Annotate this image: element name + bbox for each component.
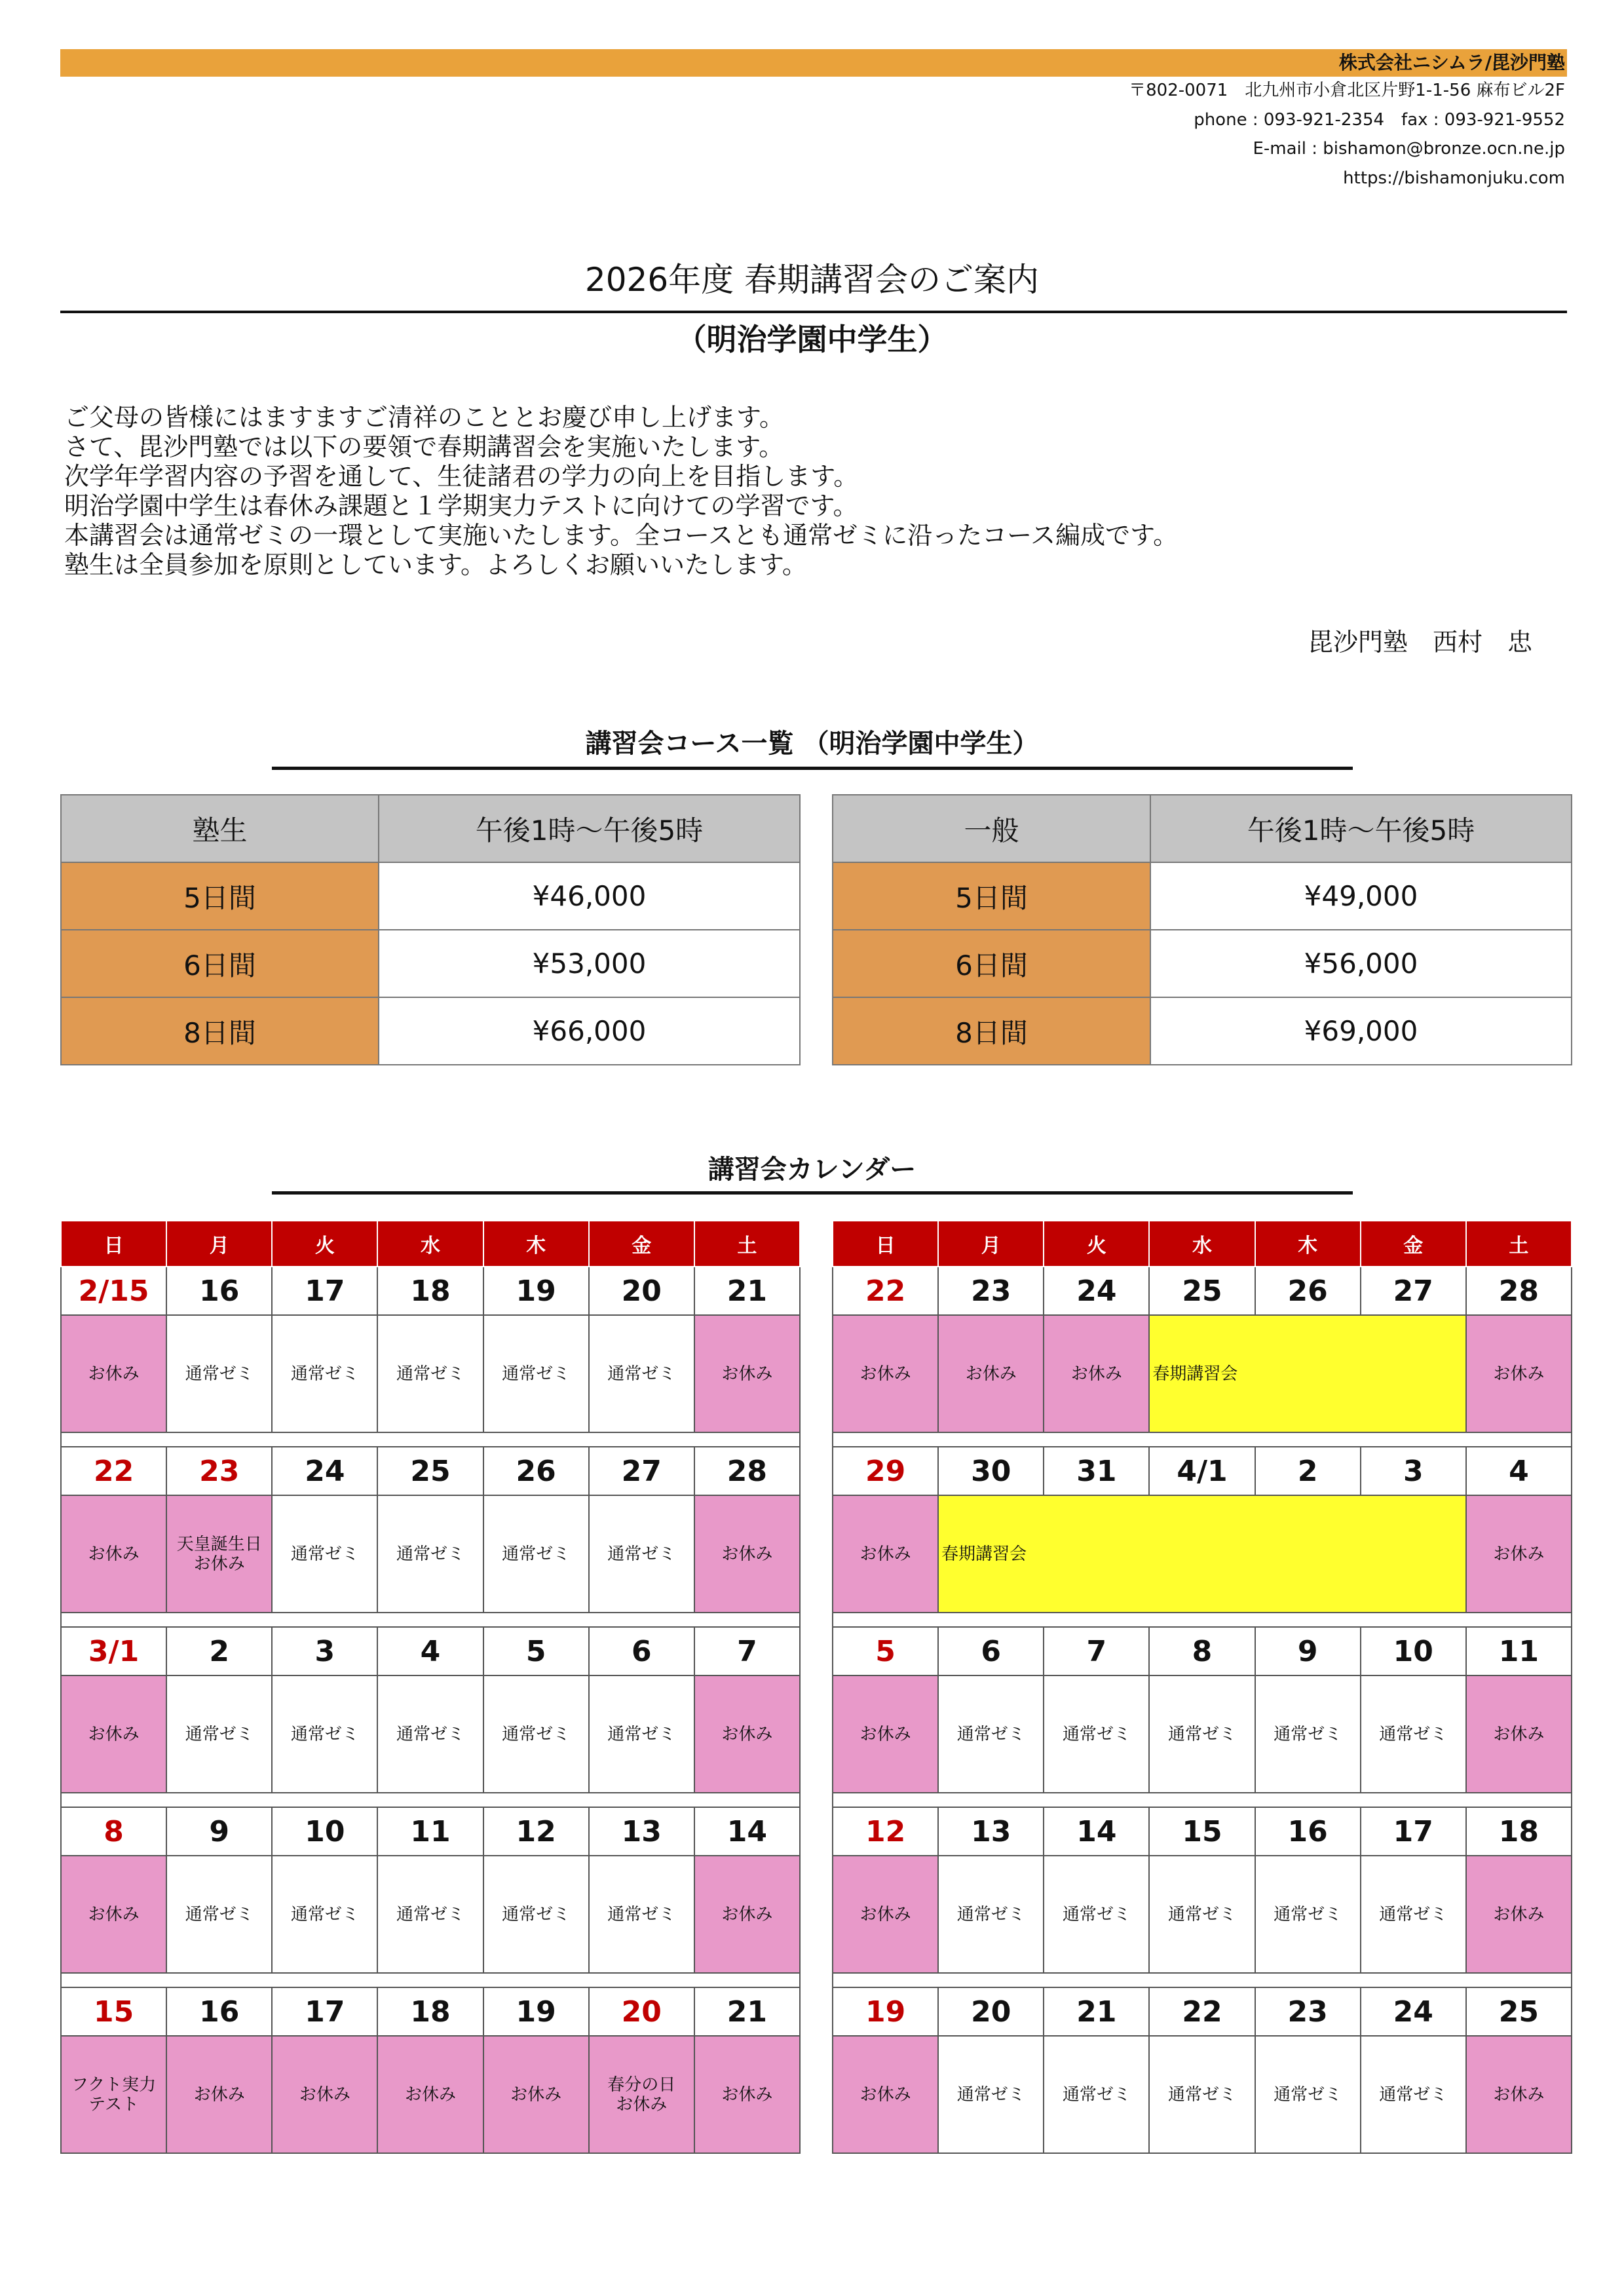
weekday-header: 月	[938, 1221, 1044, 1267]
week-spacer	[589, 1793, 694, 1807]
calendar-date: 13	[938, 1807, 1044, 1856]
calendar-date: 10	[272, 1807, 377, 1856]
calendar-event: 通常ゼミ	[1149, 2036, 1255, 2153]
calendar-course-span	[1255, 1315, 1361, 1432]
week-spacer	[833, 1613, 938, 1627]
calendar-date: 26	[483, 1447, 589, 1495]
calendar-date: 9	[166, 1807, 272, 1856]
calendar-date: 18	[377, 1987, 483, 2036]
week-spacer	[166, 1432, 272, 1447]
week-spacer	[61, 1432, 166, 1447]
calendar-event: お休み	[1466, 2036, 1572, 2153]
week-spacer	[1149, 1432, 1255, 1447]
calendar-event: 通常ゼミ	[166, 1856, 272, 1973]
general-price-table	[832, 794, 1572, 1065]
calendar-event: フクト実力 テスト	[61, 2036, 166, 2153]
week-spacer	[1149, 1613, 1255, 1627]
calendar-event: 通常ゼミ	[377, 1675, 483, 1793]
weekday-header: 月	[166, 1221, 272, 1267]
week-spacer	[589, 1432, 694, 1447]
calendar-date: 26	[1255, 1267, 1361, 1315]
company-url[interactable]: https://bishamonjuku.com	[1343, 168, 1565, 188]
calendar-event: 通常ゼミ	[166, 1675, 272, 1793]
calendar-course-span	[1044, 1495, 1149, 1613]
week-spacer	[1361, 1973, 1466, 1987]
week-spacer	[1255, 1973, 1361, 1987]
calendar-event: 通常ゼミ	[272, 1856, 377, 1973]
week-spacer	[272, 1613, 377, 1627]
calendar-date: 24	[1361, 1987, 1466, 2036]
weekday-header: 金	[1361, 1221, 1466, 1267]
calendar-event: 通常ゼミ	[377, 1315, 483, 1432]
weekday-header: 日	[833, 1221, 938, 1267]
calendar-event: お休み	[833, 1675, 938, 1793]
week-spacer	[272, 1973, 377, 1987]
calendar-event: お休み	[694, 1675, 800, 1793]
weekday-header: 土	[1466, 1221, 1572, 1267]
calendar-date: 14	[694, 1807, 800, 1856]
week-spacer	[833, 1973, 938, 1987]
week-spacer	[938, 1793, 1044, 1807]
calendar-date: 12	[483, 1807, 589, 1856]
intro-line: ご父母の皆様にはますますご清祥のこととお慶び申し上げます。	[64, 403, 784, 432]
calendar-date: 17	[272, 1267, 377, 1315]
course-list-divider	[272, 767, 1353, 770]
calendar-date: 21	[694, 1987, 800, 2036]
calendar-event: 通常ゼミ	[1044, 1856, 1149, 1973]
calendar-event: お休み	[694, 1495, 800, 1613]
calendar-date: 21	[1044, 1987, 1149, 2036]
member-duration: 5日間	[61, 862, 379, 930]
general-duration: 8日間	[833, 997, 1150, 1065]
calendar-date: 4	[1466, 1447, 1572, 1495]
week-spacer	[694, 1613, 800, 1627]
week-spacer	[483, 1973, 589, 1987]
calendar-date: 3	[272, 1627, 377, 1675]
calendar-course-span	[1255, 1495, 1361, 1613]
calendar-event: 通常ゼミ	[377, 1856, 483, 1973]
calendar-event: 通常ゼミ	[1044, 1675, 1149, 1793]
calendar-event: 通常ゼミ	[483, 1495, 589, 1613]
calendar-date: 5	[833, 1627, 938, 1675]
calendar-date: 8	[1149, 1627, 1255, 1675]
week-spacer	[1255, 1793, 1361, 1807]
week-spacer	[1361, 1793, 1466, 1807]
calendar-event: 通常ゼミ	[1149, 1675, 1255, 1793]
calendar-right	[832, 1220, 1572, 2154]
week-spacer	[377, 1973, 483, 1987]
calendar-event: お休み	[377, 2036, 483, 2153]
calendar-date: 19	[483, 1987, 589, 2036]
calendar-date: 23	[938, 1267, 1044, 1315]
weekday-header: 木	[483, 1221, 589, 1267]
general-header-time: 午後1時～午後5時	[1150, 795, 1572, 862]
calendar-event: 通常ゼミ	[272, 1675, 377, 1793]
calendar-date: 29	[833, 1447, 938, 1495]
calendar-date: 15	[1149, 1807, 1255, 1856]
week-spacer	[1361, 1613, 1466, 1627]
week-spacer	[694, 1973, 800, 1987]
calendar-event: 通常ゼミ	[377, 1495, 483, 1613]
calendar-course-span	[1361, 1315, 1466, 1432]
week-spacer	[61, 1613, 166, 1627]
week-spacer	[483, 1613, 589, 1627]
calendar-event: 通常ゼミ	[272, 1315, 377, 1432]
calendar-date: 5	[483, 1627, 589, 1675]
member-price-table	[60, 794, 801, 1065]
calendar-event: お休み	[694, 1315, 800, 1432]
week-spacer	[1044, 1973, 1149, 1987]
week-spacer	[272, 1793, 377, 1807]
calendar-date: 6	[938, 1627, 1044, 1675]
member-price: ¥46,000	[379, 862, 800, 930]
general-header-label: 一般	[833, 795, 1150, 862]
intro-line: さて、毘沙門塾では以下の要領で春期講習会を実施いたします。	[64, 432, 784, 461]
calendar-date: 16	[166, 1267, 272, 1315]
calendar-date: 30	[938, 1447, 1044, 1495]
week-spacer	[1255, 1613, 1361, 1627]
calendar-date: 3/1	[61, 1627, 166, 1675]
week-spacer	[1044, 1432, 1149, 1447]
calendar-event: 通常ゼミ	[272, 1495, 377, 1613]
week-spacer	[1149, 1973, 1255, 1987]
calendar-event: お休み	[833, 1315, 938, 1432]
calendar-event: 春期講習会	[1149, 1315, 1255, 1432]
week-spacer	[938, 1613, 1044, 1627]
general-price: ¥56,000	[1150, 930, 1572, 997]
calendar-event: 通常ゼミ	[938, 2036, 1044, 2153]
general-duration: 6日間	[833, 930, 1150, 997]
calendar-date: 10	[1361, 1627, 1466, 1675]
course-list-title: 講習会コース一覧 （明治学園中学生）	[585, 729, 1039, 759]
week-spacer	[377, 1432, 483, 1447]
week-spacer	[1361, 1432, 1466, 1447]
calendar-divider	[272, 1191, 1353, 1195]
calendar-course-span	[1361, 1495, 1466, 1613]
weekday-header: 水	[1149, 1221, 1255, 1267]
calendar-date: 4/1	[1149, 1447, 1255, 1495]
calendar-date: 28	[694, 1447, 800, 1495]
calendar-date: 11	[1466, 1627, 1572, 1675]
week-spacer	[833, 1432, 938, 1447]
company-name: 株式会社ニシムラ/毘沙門塾	[1338, 52, 1565, 73]
week-spacer	[1466, 1793, 1572, 1807]
week-spacer	[483, 1432, 589, 1447]
member-header-time: 午後1時～午後5時	[379, 795, 800, 862]
calendar-event: お休み	[833, 1495, 938, 1613]
week-spacer	[483, 1793, 589, 1807]
member-duration: 8日間	[61, 997, 379, 1065]
calendar-date: 13	[589, 1807, 694, 1856]
calendar-event: 通常ゼミ	[1255, 1856, 1361, 1973]
calendar-date: 31	[1044, 1447, 1149, 1495]
calendar-date: 18	[1466, 1807, 1572, 1856]
calendar-date: 25	[1466, 1987, 1572, 2036]
calendar-event: 通常ゼミ	[166, 1315, 272, 1432]
intro-line: 次学年学習内容の予習を通して、生徒諸君の学力の向上を目指します。	[64, 462, 859, 491]
calendar-left	[60, 1220, 801, 2154]
week-spacer	[377, 1613, 483, 1627]
calendar-event: 春分の日 お休み	[589, 2036, 694, 2153]
calendar-date: 22	[833, 1267, 938, 1315]
weekday-header: 木	[1255, 1221, 1361, 1267]
calendar-date: 11	[377, 1807, 483, 1856]
calendar-event: お休み	[61, 1495, 166, 1613]
calendar-date: 25	[377, 1447, 483, 1495]
calendar-date: 24	[1044, 1267, 1149, 1315]
intro-line: 明治学園中学生は春休み課題と１学期実力テストに向けての学習です。	[64, 491, 858, 520]
member-price: ¥66,000	[379, 997, 800, 1065]
general-duration: 5日間	[833, 862, 1150, 930]
calendar-date: 17	[1361, 1807, 1466, 1856]
calendar-event: 通常ゼミ	[483, 1315, 589, 1432]
company-phone: phone : 093-921-2354 fax : 093-921-9552	[1194, 110, 1565, 130]
calendar-event: 通常ゼミ	[483, 1675, 589, 1793]
calendar-date: 20	[938, 1987, 1044, 2036]
calendar-date: 27	[1361, 1267, 1466, 1315]
calendar-event: お休み	[938, 1315, 1044, 1432]
weekday-header: 金	[589, 1221, 694, 1267]
document-subtitle: （明治学園中学生）	[676, 322, 948, 357]
calendar-date: 7	[1044, 1627, 1149, 1675]
calendar-date: 18	[377, 1267, 483, 1315]
calendar-event: 通常ゼミ	[483, 1856, 589, 1973]
week-spacer	[1044, 1793, 1149, 1807]
week-spacer	[377, 1793, 483, 1807]
calendar-date: 20	[589, 1987, 694, 2036]
calendar-event: 通常ゼミ	[1044, 2036, 1149, 2153]
weekday-header: 土	[694, 1221, 800, 1267]
calendar-event: 通常ゼミ	[1361, 1856, 1466, 1973]
calendar-event: 通常ゼミ	[589, 1856, 694, 1973]
calendar-event: 通常ゼミ	[1149, 1856, 1255, 1973]
calendar-date: 27	[589, 1447, 694, 1495]
weekday-header: 水	[377, 1221, 483, 1267]
calendar-date: 23	[166, 1447, 272, 1495]
calendar-event: お休み	[272, 2036, 377, 2153]
week-spacer	[166, 1973, 272, 1987]
week-spacer	[272, 1432, 377, 1447]
calendar-date: 7	[694, 1627, 800, 1675]
calendar-event: 通常ゼミ	[1255, 1675, 1361, 1793]
calendar-date: 22	[1149, 1987, 1255, 2036]
calendar-date: 22	[61, 1447, 166, 1495]
calendar-date: 6	[589, 1627, 694, 1675]
week-spacer	[61, 1973, 166, 1987]
calendar-date: 14	[1044, 1807, 1149, 1856]
calendar-course-span	[1149, 1495, 1255, 1613]
week-spacer	[1149, 1793, 1255, 1807]
title-divider	[60, 311, 1567, 313]
company-email: E-mail : bishamon@bronze.ocn.ne.jp	[1253, 139, 1565, 159]
calendar-date: 3	[1361, 1447, 1466, 1495]
calendar-event: お休み	[166, 2036, 272, 2153]
calendar-event: お休み	[61, 1856, 166, 1973]
week-spacer	[166, 1613, 272, 1627]
signature: 毘沙門塾 西村 忠	[1308, 628, 1532, 657]
week-spacer	[694, 1793, 800, 1807]
calendar-event: お休み	[1466, 1315, 1572, 1432]
week-spacer	[1466, 1973, 1572, 1987]
member-price: ¥53,000	[379, 930, 800, 997]
week-spacer	[938, 1973, 1044, 1987]
week-spacer	[589, 1973, 694, 1987]
general-price: ¥49,000	[1150, 862, 1572, 930]
calendar-event: お休み	[833, 2036, 938, 2153]
week-spacer	[938, 1432, 1044, 1447]
calendar-event: 通常ゼミ	[1361, 2036, 1466, 2153]
calendar-event: お休み	[61, 1315, 166, 1432]
calendar-event: お休み	[1466, 1856, 1572, 1973]
calendar-event: 通常ゼミ	[938, 1675, 1044, 1793]
general-price: ¥69,000	[1150, 997, 1572, 1065]
intro-line: 本講習会は通常ゼミの一環として実施いたします。全コースとも通常ゼミに沿ったコース編成です。	[64, 521, 1179, 550]
calendar-date: 17	[272, 1987, 377, 2036]
calendar-date: 19	[483, 1267, 589, 1315]
week-spacer	[1466, 1432, 1572, 1447]
intro-text	[64, 403, 1178, 580]
company-address: 〒802-0071 北九州市小倉北区片野1-1-56 麻布ビル2F	[1129, 81, 1565, 100]
document-title: 2026年度 春期講習会のご案内	[584, 261, 1040, 299]
week-spacer	[1255, 1432, 1361, 1447]
calendar-event: 通常ゼミ	[589, 1495, 694, 1613]
calendar-date: 12	[833, 1807, 938, 1856]
calendar-event: お休み	[694, 1856, 800, 1973]
calendar-event: 通常ゼミ	[589, 1675, 694, 1793]
calendar-event: お休み	[694, 2036, 800, 2153]
calendar-date: 21	[694, 1267, 800, 1315]
calendar-event: お休み	[1044, 1315, 1149, 1432]
calendar-event: お休み	[483, 2036, 589, 2153]
week-spacer	[589, 1613, 694, 1627]
calendar-date: 16	[166, 1987, 272, 2036]
calendar-date: 20	[589, 1267, 694, 1315]
member-header-label: 塾生	[61, 795, 379, 862]
calendar-event: 通常ゼミ	[1361, 1675, 1466, 1793]
member-duration: 6日間	[61, 930, 379, 997]
weekday-header: 日	[61, 1221, 166, 1267]
calendar-date: 25	[1149, 1267, 1255, 1315]
calendar-event: 通常ゼミ	[1255, 2036, 1361, 2153]
calendar-date: 23	[1255, 1987, 1361, 2036]
calendar-date: 24	[272, 1447, 377, 1495]
calendar-date: 4	[377, 1627, 483, 1675]
calendar-event: 春期講習会	[938, 1495, 1044, 1613]
week-spacer	[1044, 1613, 1149, 1627]
calendar-title: 講習会カレンダー	[708, 1155, 916, 1185]
week-spacer	[61, 1793, 166, 1807]
calendar-date: 15	[61, 1987, 166, 2036]
calendar-date: 2	[166, 1627, 272, 1675]
calendar-event: お休み	[61, 1675, 166, 1793]
calendar-date: 28	[1466, 1267, 1572, 1315]
calendar-event: お休み	[1466, 1495, 1572, 1613]
calendar-event: 通常ゼミ	[938, 1856, 1044, 1973]
calendar-date: 9	[1255, 1627, 1361, 1675]
intro-line: 塾生は全員参加を原則としています。よろしくお願いいたします。	[64, 550, 807, 579]
calendar-event: お休み	[1466, 1675, 1572, 1793]
weekday-header: 火	[272, 1221, 377, 1267]
calendar-date: 8	[61, 1807, 166, 1856]
calendar-date: 2/15	[61, 1267, 166, 1315]
calendar-date: 19	[833, 1987, 938, 2036]
calendar-event: 通常ゼミ	[589, 1315, 694, 1432]
week-spacer	[694, 1432, 800, 1447]
calendar-date: 2	[1255, 1447, 1361, 1495]
week-spacer	[833, 1793, 938, 1807]
week-spacer	[166, 1793, 272, 1807]
weekday-header: 火	[1044, 1221, 1149, 1267]
calendar-event: お休み	[833, 1856, 938, 1973]
week-spacer	[1466, 1613, 1572, 1627]
calendar-event: 天皇誕生日 お休み	[166, 1495, 272, 1613]
calendar-date: 16	[1255, 1807, 1361, 1856]
